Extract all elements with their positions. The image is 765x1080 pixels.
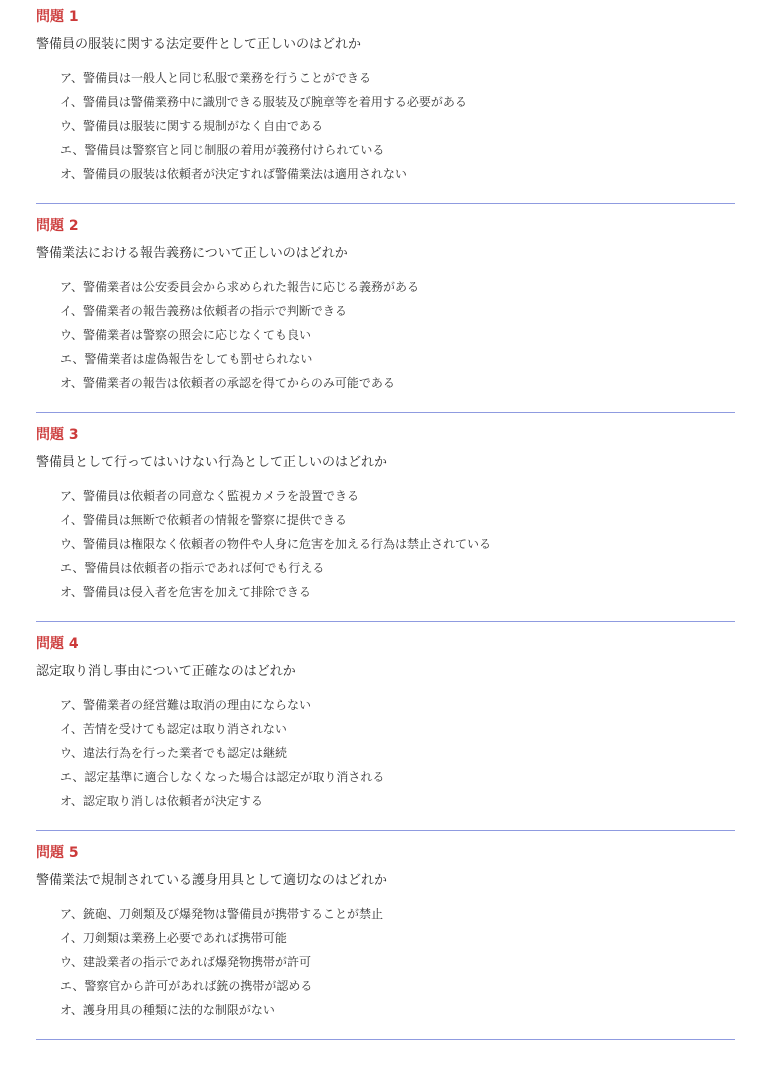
option-e: エ、警備員は警察官と同じ制服の着用が義務付けられている xyxy=(60,143,385,157)
question-text: 警備員として行ってはいけない行為として正しいのはどれか xyxy=(36,455,388,470)
option-e: エ、認定基準に適合しなくなった場合は認定が取り消される xyxy=(60,770,385,784)
question-2 xyxy=(36,209,735,418)
option-i: イ、警備員は警備業務中に識別できる服装及び腕章等を着用する必要がある xyxy=(60,95,467,109)
option-u: ウ、警備員は服装に関する規制がなく自由である xyxy=(60,119,324,133)
option-u: ウ、警備業者は警察の照会に応じなくても良い xyxy=(60,328,312,342)
option-o: オ、警備員の服装は依頼者が決定すれば警備業法は適用されない xyxy=(60,167,407,181)
option-e: エ、警察官から許可があれば銃の携帯が認める xyxy=(60,979,313,993)
question-number: 問題 2 xyxy=(36,218,79,234)
question-5 xyxy=(36,836,735,1045)
question-text: 警備員の服装に関する法定要件として正しいのはどれか xyxy=(36,37,362,52)
option-u: ウ、建設業者の指示であれば爆発物携帯が許可 xyxy=(60,955,312,969)
option-e: エ、警備業者は虚偽報告をしても罰せられない xyxy=(60,352,313,366)
question-1 xyxy=(36,0,735,209)
option-list xyxy=(36,275,735,395)
option-o: オ、認定取り消しは依頼者が決定する xyxy=(60,794,263,808)
question-number: 問題 5 xyxy=(36,845,79,861)
option-list xyxy=(36,693,735,813)
question-text: 認定取り消し事由について正確なのはどれか xyxy=(36,664,296,679)
question-number: 問題 1 xyxy=(36,9,79,25)
option-o: オ、警備業者の報告は依頼者の承認を得てからのみ可能である xyxy=(60,376,395,390)
option-o: オ、護身用具の種類に法的な制限がない xyxy=(60,1003,275,1017)
option-i: イ、苦情を受けても認定は取り消されない xyxy=(60,722,287,736)
section-divider xyxy=(36,412,735,413)
section-divider xyxy=(36,203,735,204)
option-a: ア、銃砲、刀剣類及び爆発物は警備員が携帯することが禁止 xyxy=(60,907,384,921)
option-i: イ、刀剣類は業務上必要であれば携帯可能 xyxy=(60,931,287,945)
question-number: 問題 3 xyxy=(36,427,79,443)
option-i: イ、警備業者の報告義務は依頼者の指示で判断できる xyxy=(60,304,347,318)
option-u: ウ、違法行為を行った業者でも認定は継続 xyxy=(60,746,288,760)
option-a: ア、警備業者の経営難は取消の理由にならない xyxy=(60,698,312,712)
option-list xyxy=(36,484,735,604)
question-3 xyxy=(36,418,735,627)
question-text: 警備業法で規制されている護身用具として適切なのはどれか xyxy=(36,873,388,888)
option-i: イ、警備員は無断で依頼者の情報を警察に提供できる xyxy=(60,513,347,527)
option-u: ウ、警備員は権限なく依頼者の物件や人身に危害を加える行為は禁止されている xyxy=(60,537,492,551)
section-divider xyxy=(36,621,735,622)
question-4 xyxy=(36,627,735,836)
option-o: オ、警備員は侵入者を危害を加えて排除できる xyxy=(60,585,311,599)
option-list xyxy=(36,902,735,1022)
option-list xyxy=(36,66,735,186)
option-a: ア、警備員は一般人と同じ私服で業務を行うことができる xyxy=(60,71,372,85)
question-number: 問題 4 xyxy=(36,636,79,652)
section-divider xyxy=(36,1039,735,1040)
option-e: エ、警備員は依頼者の指示であれば何でも行える xyxy=(60,561,325,575)
section-divider xyxy=(36,830,735,831)
option-a: ア、警備員は依頼者の同意なく監視カメラを設置できる xyxy=(60,489,360,503)
question-text: 警備業法における報告義務について正しいのはどれか xyxy=(36,246,348,261)
option-a: ア、警備業者は公安委員会から求められた報告に応じる義務がある xyxy=(60,280,420,294)
